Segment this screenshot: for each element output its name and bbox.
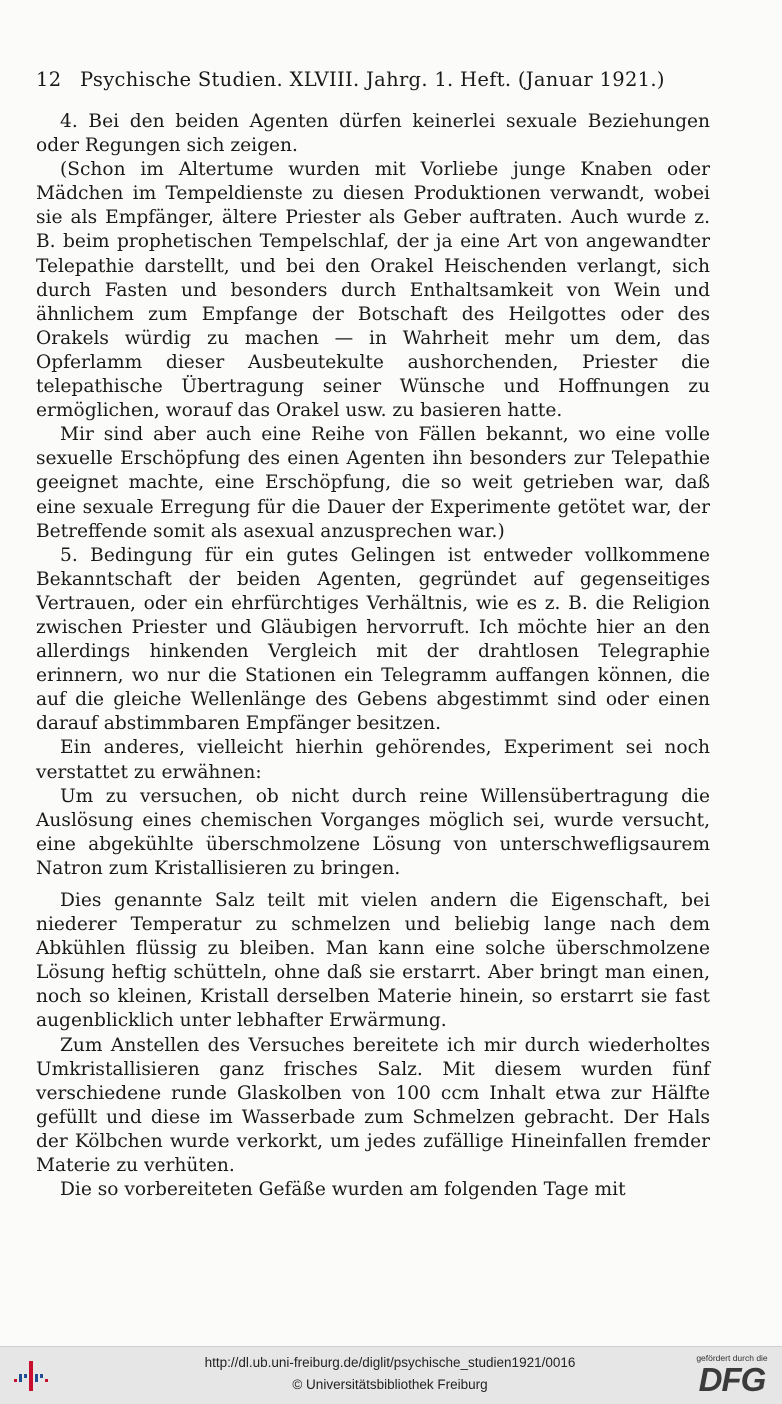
dfg-sponsor	[688, 1353, 776, 1399]
paragraph: (Schon im Altertume wurden mit Vorliebe junge Knaben oder Mädchen im Tempeldienste zu diesen Produktionen verwandt, wobei sie als Empfänger, ältere Priester als Geber auftraten. Auch wurde z. B. beim prophetischen Tempelschlaf, der ja eine Art von angewandter Telepathie darstellt, und bei den Orakel Heischenden verlangt, sich durch Fasten und besonders durch Enthaltsamkeit von Wein und ähnlichem zum Empfange der Botschaft des Heilgottes oder des Orakels würdig zu machen — in Wahrheit mehr um dem, das Opferlamm dieser Ausbeutekulte aushorchenden, Priester die telepathische Übertragung seiner Wünsche und Hoffnungen zu ermöglichen, worauf das Orakel usw. zu basieren hatte.	[36, 159, 710, 422]
copyright-notice: © Universitätsbibliothek Freiburg	[292, 1377, 488, 1392]
paragraph: Dies genannte Salz teilt mit vielen andern die Eigenschaft, bei niederer Temperatur zu schmelzen und beliebig lange nach dem Abkühlen flüssig zu bleiben. Man kann eine solche überschmolzene Lösung heftig schütteln, ohne daß sie erstarrt. Aber bringt man einen, noch so kleinen, Kristall derselben Materie hinein, so erstarrt sie fast augenblicklich unter lebhafter Erwärmung.	[36, 890, 710, 1032]
dfg-logo-icon: DFG	[698, 1361, 766, 1398]
paragraph: 5. Bedingung für ein gutes Gelingen ist entweder vollkommene Bekanntschaft der beiden Agenten, gegründet auf gegenseitiges Vertrauen, oder ein ehrfürchtiges Verhältnis, wie es z. B. die Religion zwischen Priester und Gläubigen hervorruft. Ich möchte hier an den allerdings hinkenden Vergleich mit der drahtlosen Telegraphie erinnern, wo nur die Stationen ein Telegramm auffangen können, die auf die gleiche Wellenlänge des Gebens abgestimmt sind oder einen darauf abstimmbaren Empfänger besitzen.	[36, 544, 710, 735]
running-head	[36, 68, 756, 91]
body-text	[36, 110, 710, 1202]
paragraph: Ein anderes, vielleicht hierhin gehörendes, Experiment sei noch verstattet zu erwähnen:	[36, 737, 710, 783]
paragraph: Zum Anstellen des Versuches bereitete ich mir durch wiederholtes Umkristallisieren ganz frisches Salz. Mit diesem wurden fünf verschiedene runde Glaskolben von 100 ccm Inhalt etwa zur Hälfte gefüllt und diese im Wasserbade zum Schmelzen gebracht. Der Hals der Kölbchen wurde verkorkt, um jedes zufällige Hineinfallen fremder Materie zu verhüten.	[36, 1034, 710, 1177]
paragraph: Mir sind aber auch eine Reihe von Fällen bekannt, wo eine volle sexuelle Erschöpfung des einen Agenten ihn besonders zur Telepathie geeignet machte, eine Erschöpfung, die so weit getrieben war, daß eine sexuale Erregung für die Dauer der Experimente getötet war, der Betreffende somit als asexual anzusprechen war.)	[36, 424, 710, 542]
source-url[interactable]: http://dl.ub.uni-freiburg.de/diglit/psychische_studien1921/0016	[204, 1355, 576, 1370]
ub-freiburg-logo-icon	[12, 1359, 52, 1393]
paragraph: Um zu versuchen, ob nicht durch reine Willensübertragung die Auslösung eines chemischen Vorganges möglich sei, wurde versucht, eine abgekühlte überschmolzene Lösung von unterschwefligsaurem Natron zum Kristallisieren zu bringen.	[36, 785, 710, 879]
paragraph: Die so vorbereiteten Gefäße wurden am folgenden Tage mit	[60, 1179, 626, 1201]
footer-bar	[0, 1346, 782, 1404]
page-number: 12	[36, 68, 62, 91]
sponsor-tag: gefördert durch die	[696, 1353, 768, 1363]
paragraph: 4. Bei den beiden Agenten dürfen keinerlei sexuale Beziehungen oder Regungen sich zeigen.	[36, 111, 710, 157]
running-title: Psychische Studien. XLVIII. Jahrg. 1. Heft. (Januar 1921.)	[80, 68, 665, 91]
